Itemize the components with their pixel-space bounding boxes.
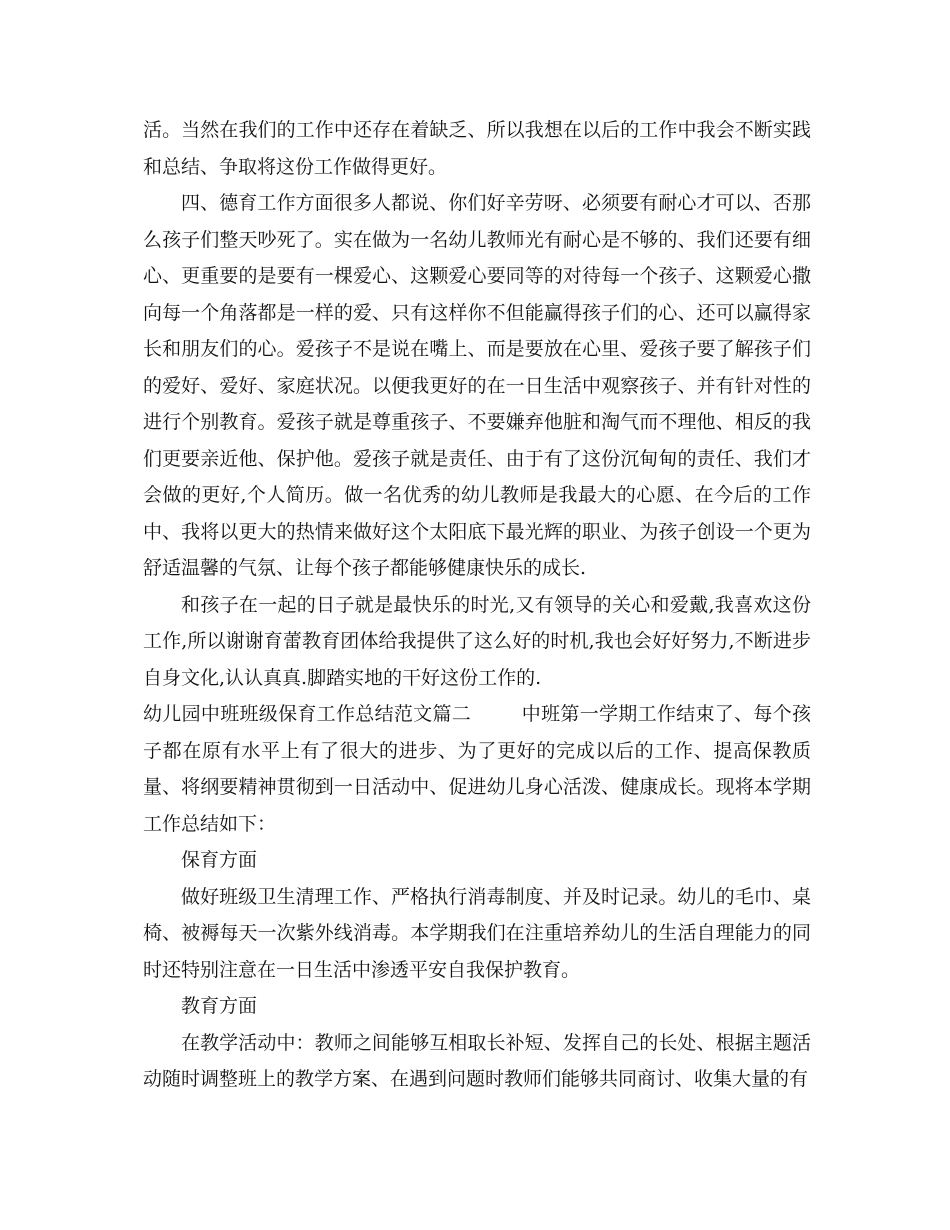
paragraph: 在教学活动中：教师之间能够互相取长补短、发挥自己的长处、根据主题活动随时调整班上的教学方案、在遇到问题时教师们能够共同商讨、收集大量的有 — [143, 1031, 811, 1090]
paragraph: 活。当然在我们的工作中还存在着缺乏、所以我想在以后的工作中我会不断实践和总结、争取将这份工作做得更好。 — [143, 119, 811, 178]
paragraph: 和孩子在一起的日子就是最快乐的时光,又有领导的关心和爱戴,我喜欢这份工作,所以谢谢育蕾教育团体给我提供了这么好的时机,我也会好好努力,不断进步自身文化,认认真真.脚踏实地的干好这份工作的. — [143, 593, 811, 689]
document-body — [143, 112, 811, 1098]
paragraph: 四、德育工作方面很多人都说、你们好辛劳呀、必须要有耐心才可以、否那么孩子们整天吵死了。实在做为一名幼儿教师光有耐心是不够的、我们还要有细心、更重要的是要有一棵爱心、这颗爱心要同等的对待每一个孩子、这颗爱心撒向每一个角落都是一样的爱、只有这样你不但能赢得孩子们的心、还可以赢得家长和朋友们的心。爱孩子不是说在嘴上、而是要放在心里、爱孩子要了解孩子们的爱好、爱好、家庭状况。以便我更好的在一日生活中观察孩子、并有针对性的进行个别教育。爱孩子就是尊重孩子、不要嫌弃他脏和淘气而不理他、相反的我们更要亲近他、保护他。爱孩子就是责任、由于有了这份沉甸甸的责任、我们才会做的更好,个人简历。做一名优秀的幼儿教师是我最大的心愿、在今后的工作中、我将以更大的热情来做好这个太阳底下最光辉的职业、为孩子创设一个更为舒适温馨的气氛、让每个孩子都能够健康快乐的成长. — [143, 192, 811, 579]
paragraph-text: 中班第一学期工作结束了、每个孩子都在原有水平上有了很大的进步、为了更好的完成以后的工作、提高保教质量、将纲要精神贯彻到一日活动中、促进幼儿身心活泼、健康成长。现将本学期工作总结如下： — [143, 703, 811, 835]
section-title: 幼儿园中班班级保育工作总结范文篇二 — [143, 703, 472, 725]
subheading: 保育方面 — [181, 849, 258, 871]
subheading: 教育方面 — [181, 995, 258, 1017]
section-paragraph — [143, 696, 811, 842]
paragraph: 做好班级卫生清理工作、严格执行消毒制度、并及时记录。幼儿的毛巾、桌椅、被褥每天一次紫外线消毒。本学期我们在注重培养幼儿的生活自理能力的同时还特别注意在一日生活中渗透平安自我保护教育。 — [143, 885, 811, 981]
title-gap — [471, 703, 522, 725]
